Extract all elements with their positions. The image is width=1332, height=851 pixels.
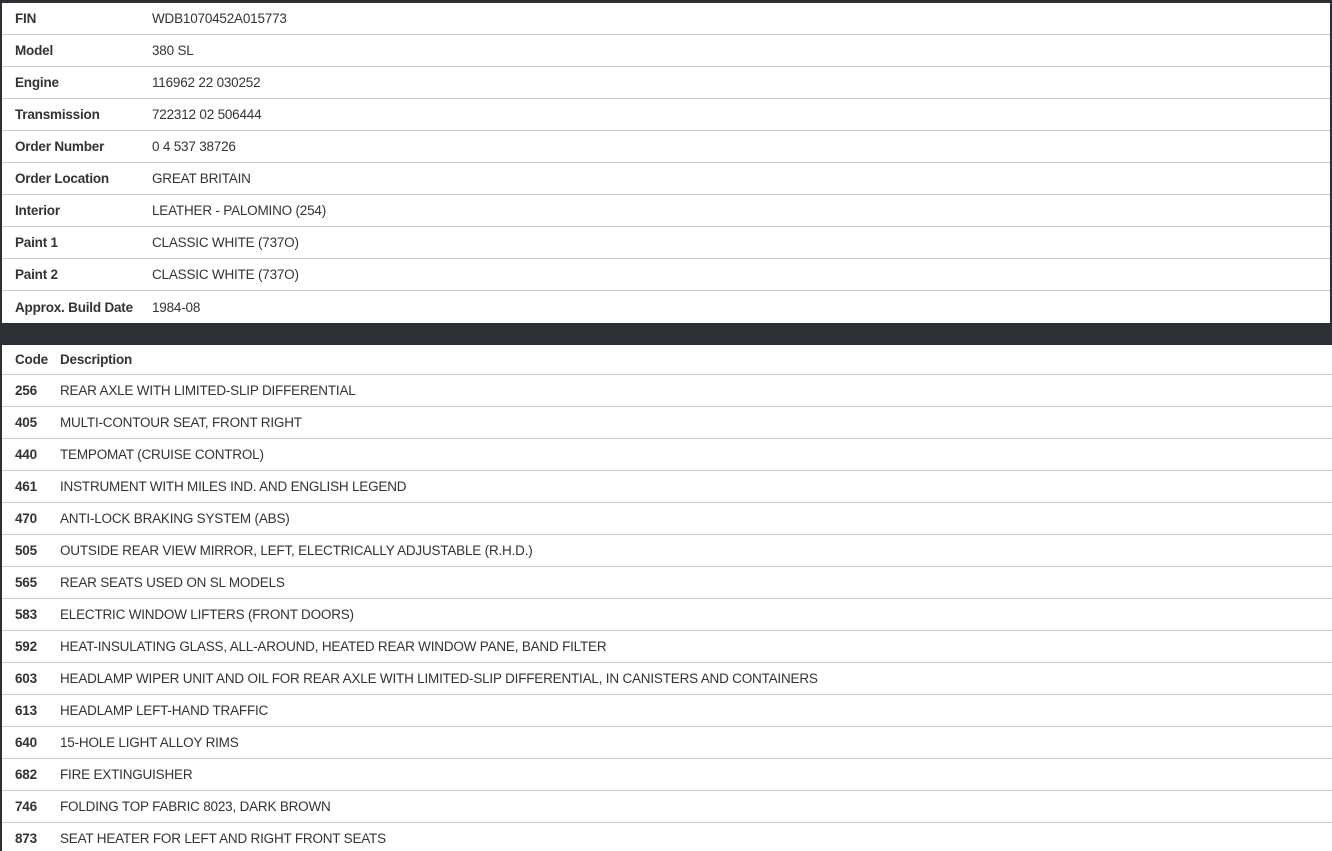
option-description: HEADLAMP WIPER UNIT AND OIL FOR REAR AXLE WITH LIMITED-SLIP DIFFERENTIAL, IN CANISTERS AND CONTAINERS [60,671,818,686]
vehicle-info-row [2,163,1330,195]
option-code: 746 [15,799,37,814]
option-description: ELECTRIC WINDOW LIFTERS (FRONT DOORS) [60,607,354,622]
option-codes-table [0,345,1332,851]
option-codes-header-row [2,345,1332,375]
option-code-row [2,375,1332,407]
option-code-row [2,471,1332,503]
option-code: 505 [15,543,37,558]
option-description: REAR AXLE WITH LIMITED-SLIP DIFFERENTIAL [60,383,356,398]
option-description: FIRE EXTINGUISHER [60,767,193,782]
option-code: 640 [15,735,37,750]
option-description: 15-HOLE LIGHT ALLOY RIMS [60,735,239,750]
vehicle-info-row [2,67,1330,99]
option-description: FOLDING TOP FABRIC 8023, DARK BROWN [60,799,331,814]
vehicle-info-label: Paint 2 [15,267,58,282]
option-codes-rows [2,375,1332,851]
vehicle-info-label: Model [15,43,53,58]
option-code: 592 [15,639,37,654]
option-code: 873 [15,831,37,846]
option-code-row [2,503,1332,535]
vehicle-info-value: CLASSIC WHITE (737O) [152,267,299,282]
vehicle-info-row [2,259,1330,291]
vehicle-info-row [2,195,1330,227]
option-code-row [2,727,1332,759]
option-code-row [2,695,1332,727]
option-description: TEMPOMAT (CRUISE CONTROL) [60,447,264,462]
option-code-row [2,791,1332,823]
option-code-row [2,599,1332,631]
vehicle-info-value: 380 SL [152,43,194,58]
vehicle-info-label: Order Location [15,171,109,186]
vehicle-info-label: Transmission [15,107,100,122]
option-code-row [2,439,1332,471]
code-column-header: Code [15,352,48,367]
vehicle-info-row [2,35,1330,67]
option-code: 613 [15,703,37,718]
vehicle-info-label: Interior [15,203,60,218]
vehicle-info-value: 1984-08 [152,299,201,315]
option-description: SEAT HEATER FOR LEFT AND RIGHT FRONT SEATS [60,831,386,846]
option-code: 682 [15,767,37,782]
option-description: ANTI-LOCK BRAKING SYSTEM (ABS) [60,511,290,526]
option-code-row [2,631,1332,663]
vehicle-info-label: Approx. Build Date [15,299,133,315]
vehicle-info-label: Engine [15,75,59,90]
vehicle-info-row [2,99,1330,131]
vehicle-info-value: 116962 22 030252 [152,75,261,90]
option-code: 440 [15,447,37,462]
option-code: 405 [15,415,37,430]
option-code: 565 [15,575,37,590]
option-code: 461 [15,479,37,494]
option-code: 256 [15,383,37,398]
vehicle-info-row [2,131,1330,163]
option-code: 603 [15,671,37,686]
separator-band [0,323,1332,345]
vehicle-info-row [2,291,1330,323]
option-description: OUTSIDE REAR VIEW MIRROR, LEFT, ELECTRICALLY ADJUSTABLE (R.H.D.) [60,543,533,558]
option-code-row [2,535,1332,567]
description-column-header: Description [60,352,133,367]
vehicle-info-row [2,3,1330,35]
vehicle-info-value: LEATHER - PALOMINO (254) [152,203,326,218]
option-code-row [2,567,1332,599]
vehicle-info-label: FIN [15,11,37,26]
vehicle-info-label: Order Number [15,139,105,154]
option-code-row [2,407,1332,439]
vehicle-info-value: 0 4 537 38726 [152,139,236,154]
option-description: REAR SEATS USED ON SL MODELS [60,575,285,590]
option-description: HEADLAMP LEFT-HAND TRAFFIC [60,703,269,718]
option-code-row [2,663,1332,695]
vehicle-info-row [2,227,1330,259]
vehicle-info-value: CLASSIC WHITE (737O) [152,235,299,250]
vehicle-info-value: GREAT BRITAIN [152,171,251,186]
option-code: 583 [15,607,37,622]
option-description: INSTRUMENT WITH MILES IND. AND ENGLISH LEGEND [60,479,407,494]
option-description: HEAT-INSULATING GLASS, ALL-AROUND, HEATED REAR WINDOW PANE, BAND FILTER [60,639,607,654]
vehicle-info-value: 722312 02 506444 [152,107,262,122]
option-code-row [2,823,1332,851]
vehicle-info-value: WDB1070452A015773 [152,11,287,26]
option-code-row [2,759,1332,791]
vehicle-info-label: Paint 1 [15,235,58,250]
option-description: MULTI-CONTOUR SEAT, FRONT RIGHT [60,415,302,430]
vehicle-info-table [0,0,1332,323]
option-code: 470 [15,511,37,526]
